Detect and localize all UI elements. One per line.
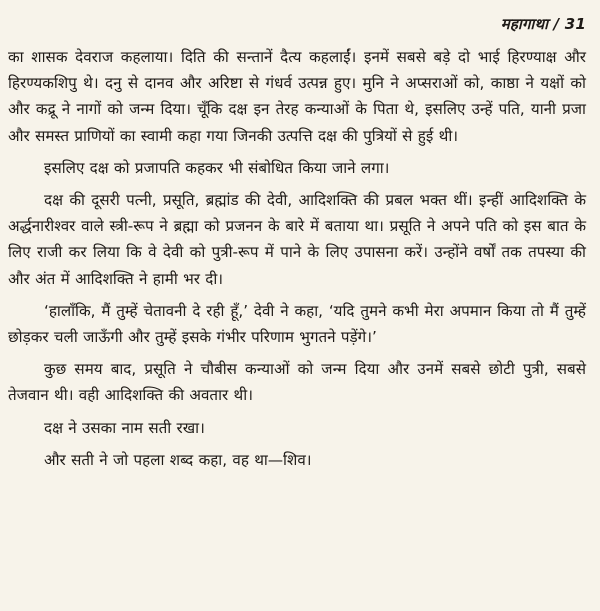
paragraph-2: इसलिए दक्ष को प्रजापति कहकर भी संबोधित किया जाने लगा। — [44, 158, 390, 177]
paragraph-5: कुछ समय बाद, प्रसूति ने चौबीस कन्याओं को जन्म दिया और उनमें सबसे छोटी पुत्री, सबसे तेजवान थी। वही आदिशक्ति की अवतार थी। — [8, 360, 586, 405]
running-header — [8, 14, 586, 34]
paragraph-3: दक्ष की दूसरी पत्नी, प्रसूति, ब्रह्मांड की देवी, आदिशक्ति की प्रबल भक्त थीं। इन्हीं आदिशक्ति के अर्द्धनारीश्वर वाले स्त्री-रूप ने ब्रह्मा को प्रजनन के बारे में बताया था। प्रसूति ने अपने पति को इस बात के लिए राजी कर लिया कि वे देवी को पुत्री-रूप में पाने के लिए उपासना करें। उन्होंने वर्षों तक तपस्या की और अंत में आदिशक्ति ने हामी भर दी। — [8, 191, 586, 288]
paragraph-7: और सती ने जो पहला शब्द कहा, वह था—शिव। — [44, 450, 312, 469]
paragraph-1: का शासक देवराज कहलाया। दिति की सन्तानें दैत्य कहलाईं। इनमें सबसे बड़े दो भाई हिरण्याक्ष और हिरण्यकशिपु थे। दनु से दानव और अरिष्टा से गंधर्व उत्पन्न हुए। मुनि ने अप्सराओं को, काष्ठा ने यक्षों को और कद्रू ने नागों को जन्म दिया। चूँकि दक्ष इन तेरह कन्याओं के पिता थे, इसलिए उन्हें पति, यानी प्रजा और समस्त प्राणियों का स्वामी कहा गया जिनकी उत्पत्ति दक्ष की पुत्रियों से हुई थी। — [8, 48, 586, 145]
paragraph-4: ‘हालाँकि, मैं तुम्हें चेतावनी दे रही हूँ,’ देवी ने कहा, ‘यदि तुमने कभी मेरा अपमान किया तो मैं तुम्हें छोड़कर चली जाऊँगी और तुम्हें इसके गंभीर परिणाम भुगतने पड़ेंगे।’ — [8, 301, 586, 347]
header-separator: / — [548, 15, 565, 33]
page-number: 31 — [564, 15, 586, 33]
book-title: महागाथा — [500, 15, 549, 33]
paragraph-6: दक्ष ने उसका नाम सती रखा। — [44, 418, 205, 437]
